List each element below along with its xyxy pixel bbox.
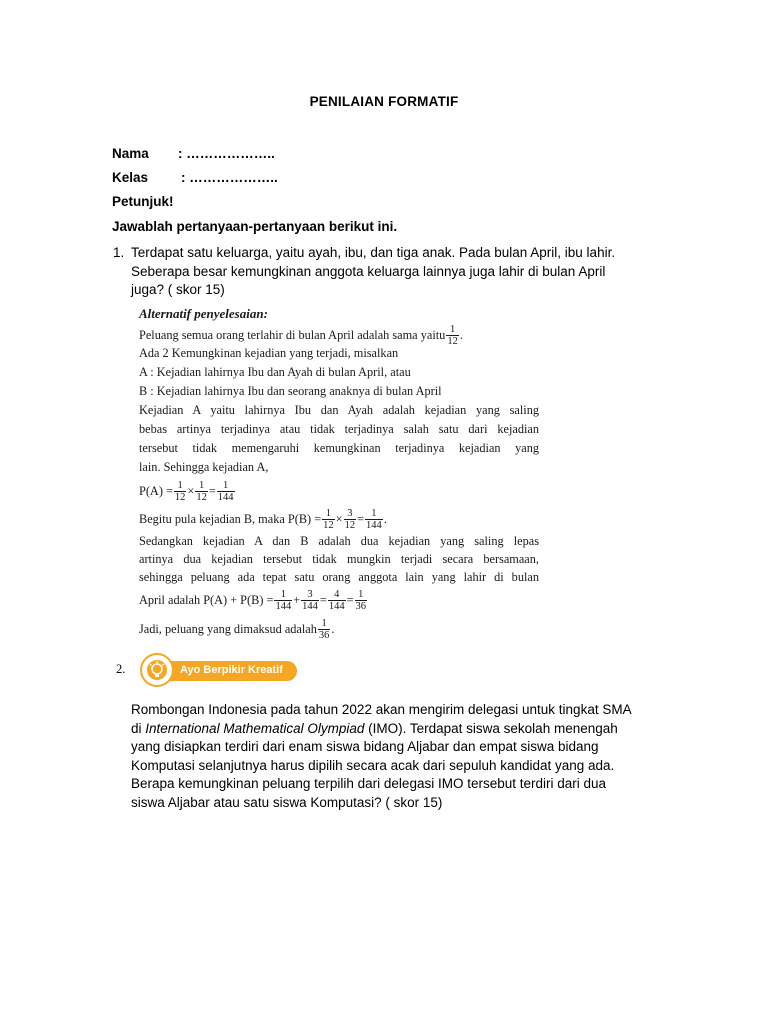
solution-line: Ada 2 Kemungkinan kejadian yang terjadi, misalkan bbox=[139, 346, 399, 360]
fraction: $\frac{1}{12}$ bbox=[196, 479, 207, 503]
pa-equation bbox=[139, 478, 539, 504]
equals-sign: = bbox=[346, 592, 354, 607]
final-label: Jadi, peluang yang dimaksud adalah bbox=[139, 621, 317, 636]
fraction: $\frac{1}{36}$ bbox=[318, 617, 330, 641]
pa-label: P(A) = bbox=[139, 483, 173, 498]
sum-label: April adalah P(A) + P(B) = bbox=[139, 592, 274, 607]
period: . bbox=[331, 621, 335, 636]
period: . bbox=[459, 327, 463, 342]
badge-ayo-berpikir-kreatif bbox=[140, 653, 297, 687]
solution-line: artinya dua kejadian tersebut tidak mungkin terjadi secara bersamaan, bbox=[139, 552, 539, 566]
q2-line: Komputasi selanjutnya harus dipilih secara acak dari sepuluh kandidat yang ada. bbox=[131, 757, 615, 773]
q1-line: Terdapat satu keluarga, yaitu ayah, ibu, dan tiga anak. Pada bulan April, ibu lahir. bbox=[131, 245, 616, 260]
q2-italic-span: International Mathematical Olympiad bbox=[145, 720, 365, 736]
equals-sign: = bbox=[319, 592, 327, 607]
page-title: PENILAIAN FORMATIF bbox=[309, 94, 459, 109]
fraction: $\frac{1}{144}$ bbox=[366, 507, 382, 531]
pb-label: Begitu pula kejadian B, maka P(B) = bbox=[139, 511, 322, 526]
nama-label: Nama bbox=[112, 146, 149, 161]
q2-text-span: di bbox=[131, 720, 146, 736]
sum-equation bbox=[139, 586, 539, 614]
fraction: $\frac{1}{144}$ bbox=[217, 479, 234, 503]
badge-circle bbox=[140, 653, 174, 687]
q2-line: siswa Aljabar atau satu siswa Komputasi? ( skor 15) bbox=[131, 794, 443, 810]
fraction: $\frac{1}{12}$ bbox=[323, 507, 334, 531]
solution-line: Kejadian A yaitu lahirnya Ibu dan Ayah adalah kejadian yang saling bbox=[139, 403, 539, 417]
nama-value: : ……………….. bbox=[178, 146, 275, 161]
times-sign: × bbox=[335, 511, 343, 526]
q2-text-span: (IMO). Terdapat siswa sekolah menengah bbox=[364, 720, 618, 736]
fraction: $\frac{1}{12}$ bbox=[447, 323, 458, 347]
fraction: $\frac{3}{144}$ bbox=[302, 588, 318, 612]
period: . bbox=[383, 511, 387, 526]
q2-line: yang disiapkan terdiri dari enam siswa bidang Aljabar dan empat siswa bidang bbox=[131, 739, 599, 754]
equals-sign: = bbox=[208, 483, 216, 498]
solution-line: bebas artinya terjadinya atau tidak terjadinya salah satu dari kejadian bbox=[139, 422, 539, 436]
petunjuk-label: Petunjuk! bbox=[112, 194, 174, 209]
solution-line: Sedangkan kejadian A dan B adalah dua kejadian yang saling lepas bbox=[139, 534, 539, 548]
lightbulb-head-icon bbox=[147, 660, 167, 680]
q1-number: 1. bbox=[113, 245, 125, 260]
solution-line: tersebut tidak memengaruhi kemungkinan terjadinya kejadian yang bbox=[139, 441, 539, 455]
solution-line: A : Kejadian lahirnya Ibu dan Ayah di bulan April, atau bbox=[139, 365, 411, 379]
plus-sign: + bbox=[293, 592, 301, 607]
fraction: $\frac{3}{12}$ bbox=[344, 507, 356, 531]
kelas-value: : ……………….. bbox=[181, 170, 278, 185]
fraction: $\frac{1}{144}$ bbox=[275, 588, 292, 612]
q2-line: Rombongan Indonesia pada tahun 2022 akan mengirim delegasi untuk tingkat SMA bbox=[131, 702, 632, 717]
q1-text bbox=[131, 244, 651, 300]
fraction: $\frac{1}{36}$ bbox=[355, 588, 366, 612]
badge-label: Ayo Berpikir Kreatif bbox=[180, 664, 283, 676]
solution-text: Peluang semua orang terlahir di bulan April adalah sama yaitu bbox=[139, 327, 446, 342]
q1-line: Seberapa besar kemungkinan anggota keluarga lainnya juga lahir di bulan April bbox=[131, 263, 606, 279]
q2-line bbox=[131, 720, 671, 739]
solution-line bbox=[139, 324, 539, 346]
pb-equation bbox=[139, 504, 539, 534]
q2-number: 2. bbox=[116, 662, 126, 676]
instruction-text: Jawablah pertanyaan-pertanyaan berikut ini. bbox=[112, 219, 398, 234]
q1-line: juga? ( skor 15) bbox=[131, 282, 225, 297]
solution-line: B : Kejadian lahirnya Ibu dan seorang anaknya di bulan April bbox=[139, 384, 442, 398]
badge-pill bbox=[160, 661, 297, 681]
equals-sign: = bbox=[357, 511, 365, 526]
kelas-label: Kelas bbox=[112, 170, 149, 185]
solution-heading: Alternatif penyelesaian: bbox=[139, 306, 268, 321]
q2-text bbox=[131, 701, 671, 812]
solution-line: sehingga peluang ada tepat satu orang anggota lain yang lahir di bulan bbox=[139, 570, 539, 584]
times-sign: × bbox=[187, 483, 195, 498]
fraction: $\frac{1}{12}$ bbox=[174, 479, 186, 503]
final-answer bbox=[139, 614, 539, 644]
solution-line: lain. Sehingga kejadian A, bbox=[139, 460, 269, 474]
fraction: $\frac{4}{144}$ bbox=[328, 588, 345, 612]
solution-block bbox=[139, 306, 539, 644]
q2-line: Berapa kemungkinan peluang terpilih dari delegasi IMO tersebut terdiri dari dua bbox=[131, 776, 607, 791]
